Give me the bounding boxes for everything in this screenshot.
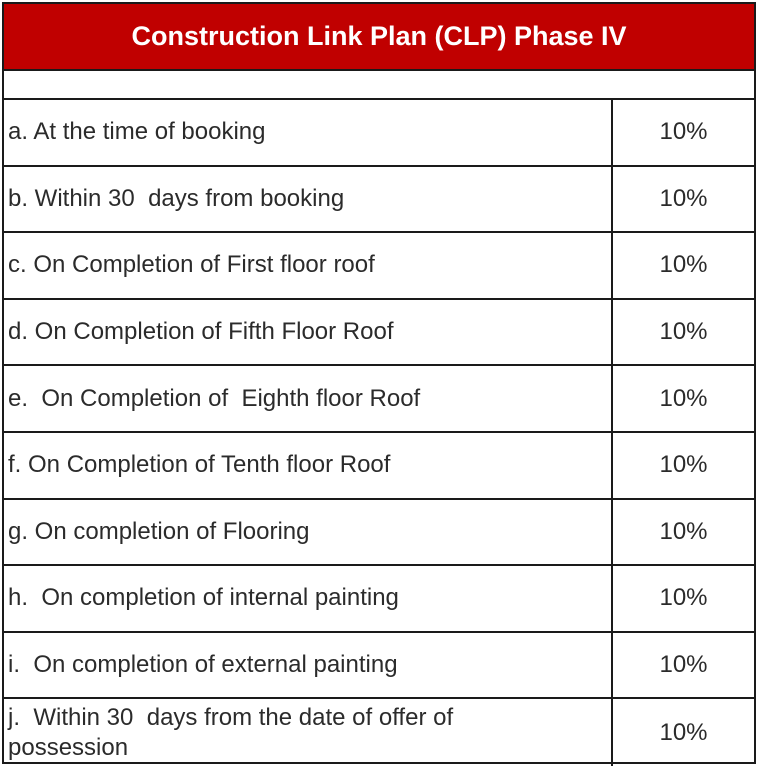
- table-row: [4, 233, 754, 300]
- table-title: Construction Link Plan (CLP) Phase IV: [4, 4, 754, 71]
- percent-cell: 10%: [659, 451, 708, 479]
- stage-cell: f. On Completion of Tenth floor Roof: [4, 433, 613, 498]
- table-row: [4, 366, 754, 433]
- stage-cell: c. On Completion of First floor roof: [4, 233, 613, 298]
- percent-cell: 10%: [659, 384, 708, 412]
- table-row: [4, 633, 754, 700]
- table-row: [4, 100, 754, 167]
- stage-cell: d. On Completion of Fifth Floor Roof: [4, 300, 613, 365]
- table-row: [4, 500, 754, 567]
- percent-cell: 10%: [659, 718, 708, 746]
- table-row: [4, 167, 754, 234]
- stage-cell: h. On completion of internal painting: [4, 566, 613, 631]
- percent-cell: 10%: [659, 584, 708, 612]
- stage-cell: a. At the time of booking: [4, 100, 613, 165]
- percent-cell: 10%: [659, 517, 708, 545]
- clp-table: [2, 2, 756, 764]
- table-row: [4, 433, 754, 500]
- stage-cell: b. Within 30 days from booking: [4, 167, 613, 232]
- stage-cell: j. Within 30 days from the date of offer of possession: [4, 699, 613, 766]
- stage-cell: e. On Completion of Eighth floor Roof: [4, 366, 613, 431]
- table-row: [4, 566, 754, 633]
- percent-cell: 10%: [659, 251, 708, 279]
- empty-row: [4, 71, 754, 100]
- percent-cell: 10%: [659, 184, 708, 212]
- stage-cell: i. On completion of external painting: [4, 633, 613, 698]
- percent-cell: 10%: [659, 651, 708, 679]
- percent-cell: 10%: [659, 118, 708, 146]
- table-row: [4, 300, 754, 367]
- percent-cell: 10%: [659, 318, 708, 346]
- table-row: [4, 699, 754, 766]
- stage-cell: g. On completion of Flooring: [4, 500, 613, 565]
